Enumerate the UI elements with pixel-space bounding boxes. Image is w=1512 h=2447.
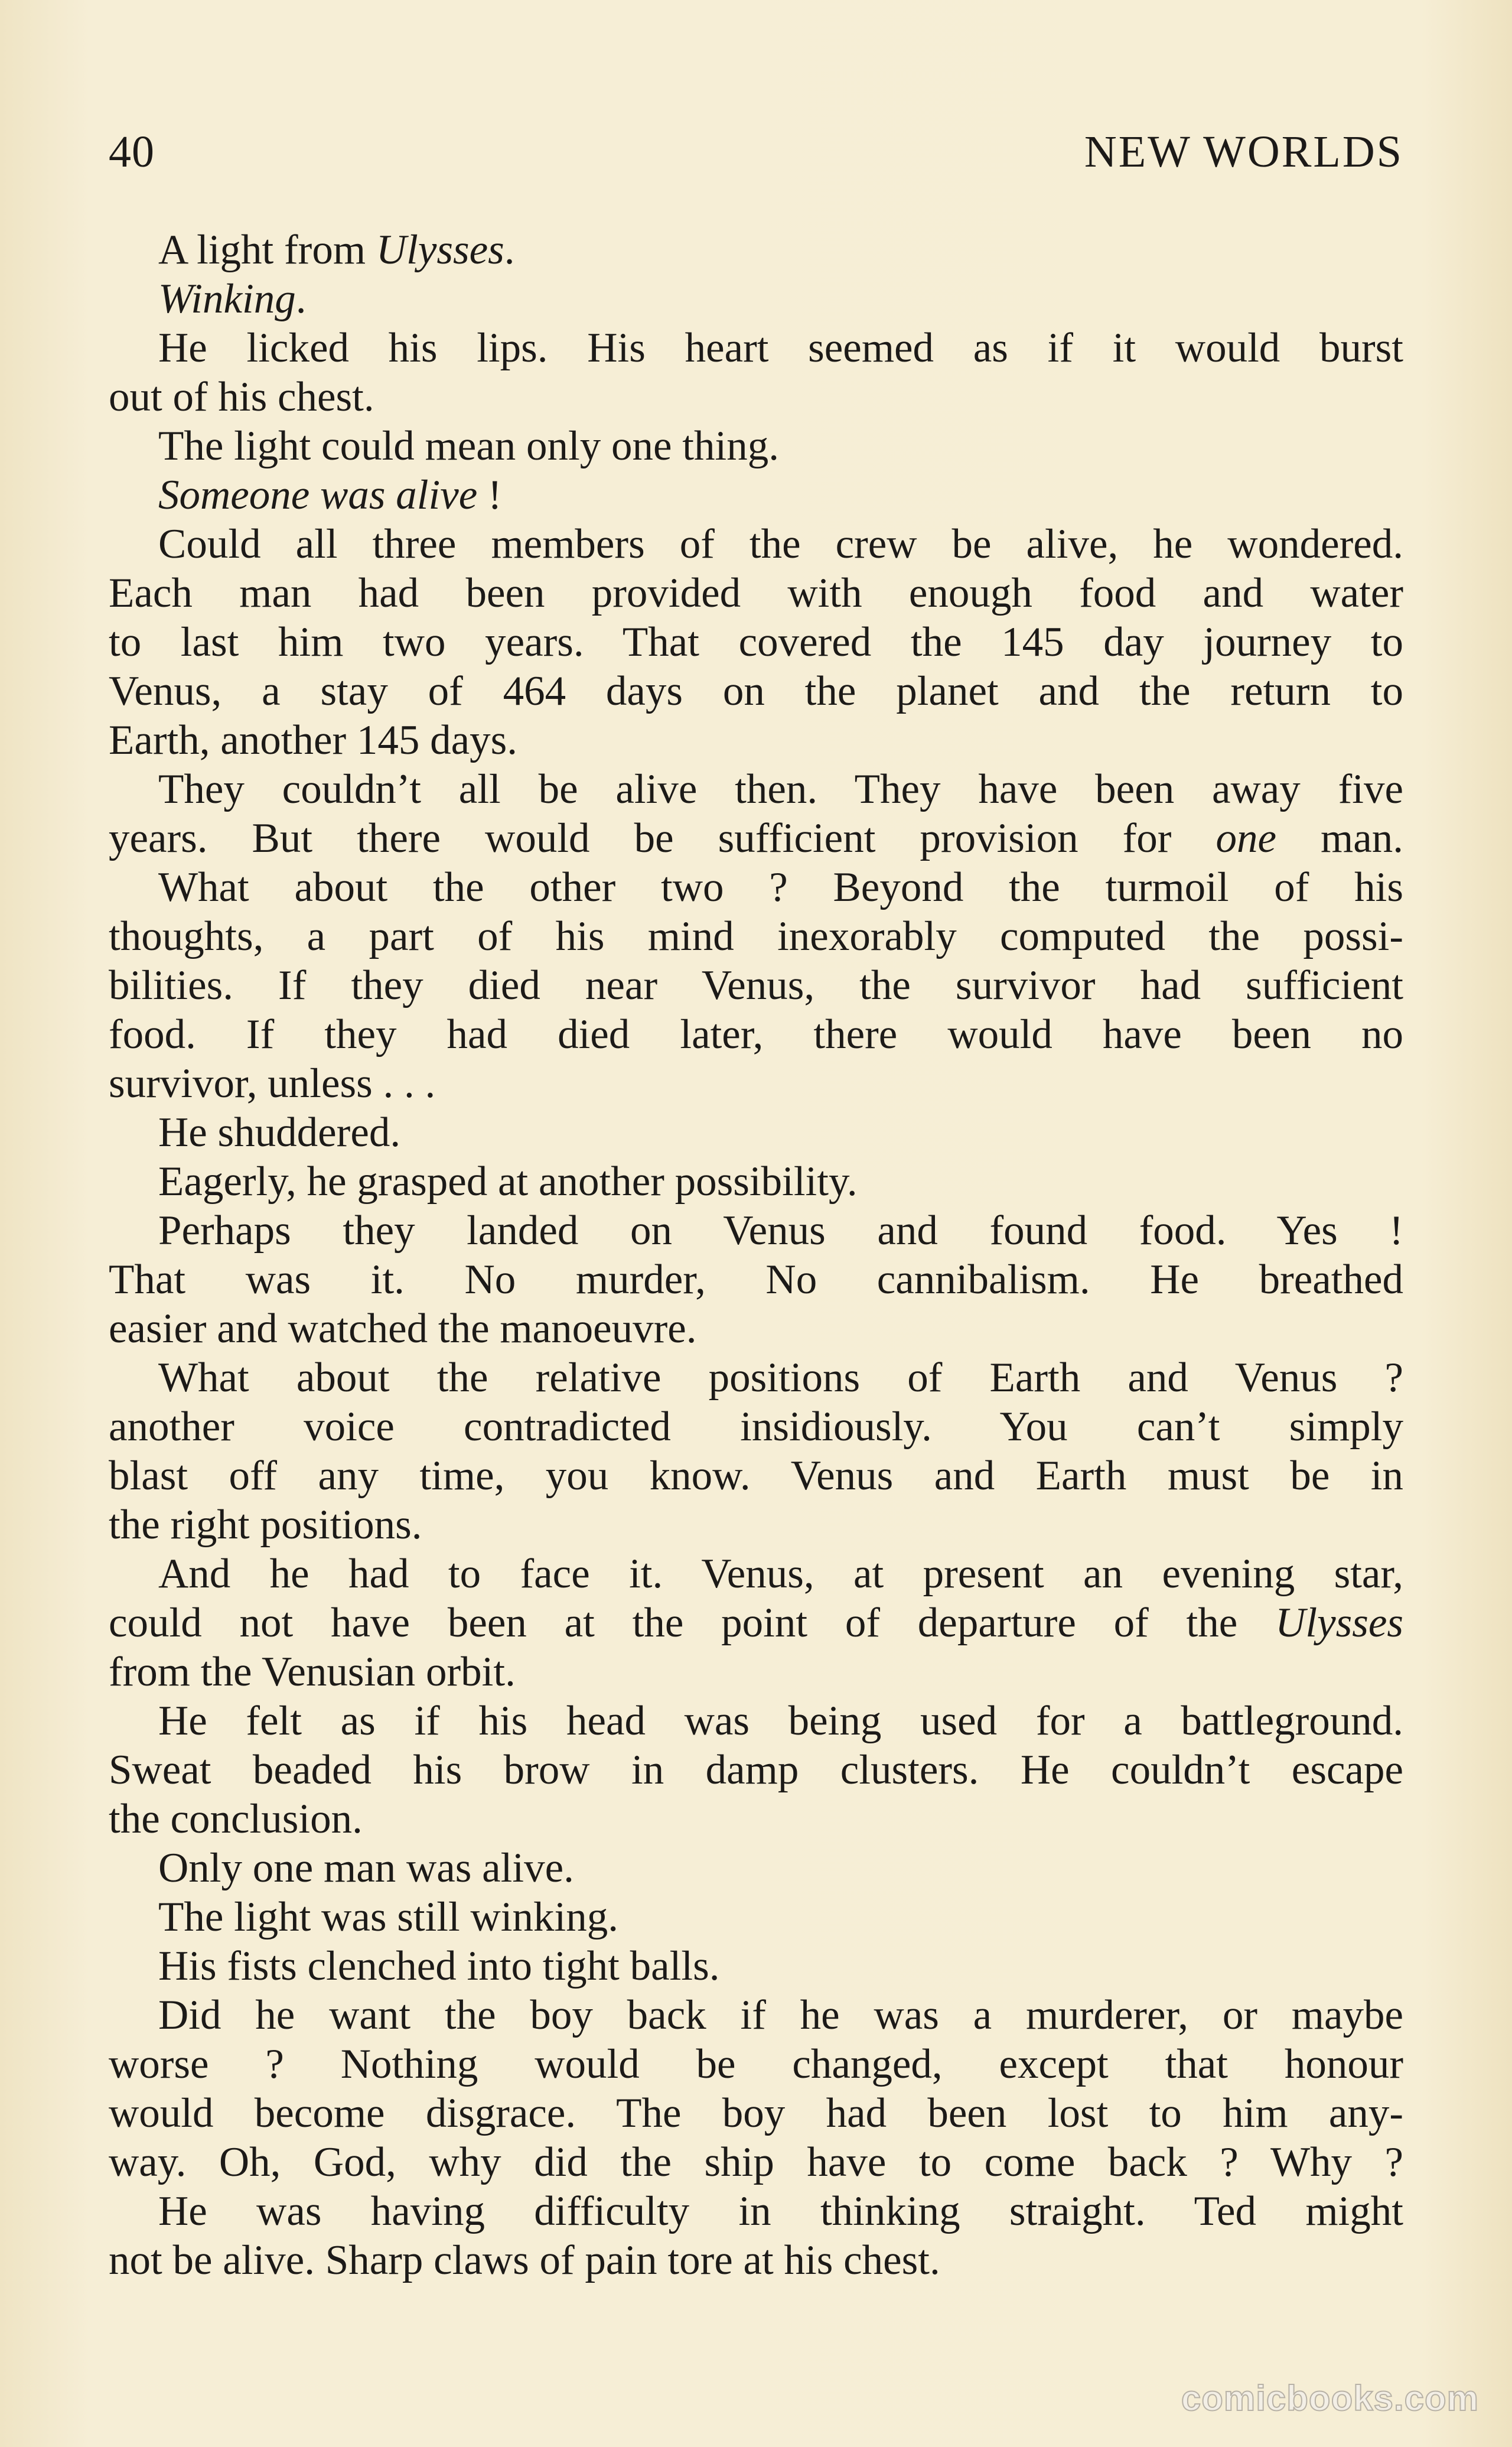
text-line: from the Venusian orbit.: [109, 1649, 516, 1695]
text-line: Eagerly, he grasped at another possibility.: [158, 1159, 858, 1205]
text-line: way. Oh, God, why did the ship have to come back ? Why ?: [109, 2139, 1403, 2185]
text-line: The light was still winking.: [158, 1894, 618, 1940]
text-line: He shuddered.: [158, 1109, 401, 1156]
text-line: Could all three members of the crew be alive, he wondered.: [158, 521, 1403, 567]
text-line: He licked his lips. His heart seemed as if it would burst: [158, 325, 1403, 371]
page-number: 40: [109, 127, 155, 177]
text-line: out of his chest.: [109, 374, 374, 420]
text-line: thoughts, a part of his mind inexorably computed the possi-: [109, 913, 1403, 959]
text-line: His fists clenched into tight balls.: [158, 1943, 720, 1989]
text-line: years. But there would be sufficient provision for one man.: [109, 815, 1403, 861]
text-line: Sweat beaded his brow in damp clusters. He couldn’t escape: [109, 1747, 1403, 1793]
text-line: Earth, another 145 days.: [109, 717, 518, 763]
watermark: comicbooks.com: [1181, 2378, 1479, 2418]
text-line: to last him two years. That covered the 145 day journey to: [109, 619, 1403, 665]
text-line: Only one man was alive.: [158, 1845, 574, 1891]
text-line: could not have been at the point of departure of the Ulysses: [109, 1600, 1403, 1646]
text-line: blast off any time, you know. Venus and Earth must be in: [109, 1453, 1403, 1499]
text-line: He was having difficulty in thinking straight. Ted might: [158, 2188, 1403, 2234]
text-line: Perhaps they landed on Venus and found food. Yes !: [158, 1208, 1403, 1254]
text-line: What about the other two ? Beyond the turmoil of his: [158, 864, 1403, 910]
text-line: Venus, a stay of 464 days on the planet and the return to: [109, 668, 1403, 714]
text-line: Someone was alive !: [158, 472, 502, 518]
text-line: A light from Ulysses.: [158, 227, 515, 273]
text-line: bilities. If they died near Venus, the survivor had sufficient: [109, 962, 1403, 1008]
text-line: That was it. No murder, No cannibalism. He breathed: [109, 1257, 1403, 1303]
text-line: They couldn’t all be alive then. They have been away five: [158, 766, 1403, 812]
text-line: food. If they had died later, there would have been no: [109, 1011, 1403, 1057]
text-line: Did he want the boy back if he was a murderer, or maybe: [158, 1992, 1403, 2038]
text-line: And he had to face it. Venus, at present an evening star,: [158, 1551, 1403, 1597]
running-title: NEW WORLDS: [1084, 127, 1403, 177]
text-line: another voice contradicted insidiously. You can’t simply: [109, 1404, 1403, 1450]
text-line: survivor, unless . . .: [109, 1060, 436, 1107]
text-line: He felt as if his head was being used for a battleground.: [158, 1698, 1403, 1744]
text-line: would become disgrace. The boy had been lost to him any-: [109, 2090, 1403, 2136]
text-line: What about the relative positions of Earth and Venus ?: [158, 1355, 1403, 1401]
text-line: Each man had been provided with enough food and water: [109, 570, 1403, 616]
text-line: not be alive. Sharp claws of pain tore at his chest.: [109, 2237, 940, 2283]
text-line: Winking.: [158, 276, 307, 322]
text-line: the right positions.: [109, 1502, 422, 1548]
text-line: worse ? Nothing would be changed, except that honour: [109, 2041, 1403, 2087]
body-text: [109, 226, 1403, 2285]
page-header: [109, 126, 1403, 186]
text-line: the conclusion.: [109, 1796, 363, 1842]
text-line: The light could mean only one thing.: [158, 423, 779, 469]
text-line: easier and watched the manoeuvre.: [109, 1306, 697, 1352]
